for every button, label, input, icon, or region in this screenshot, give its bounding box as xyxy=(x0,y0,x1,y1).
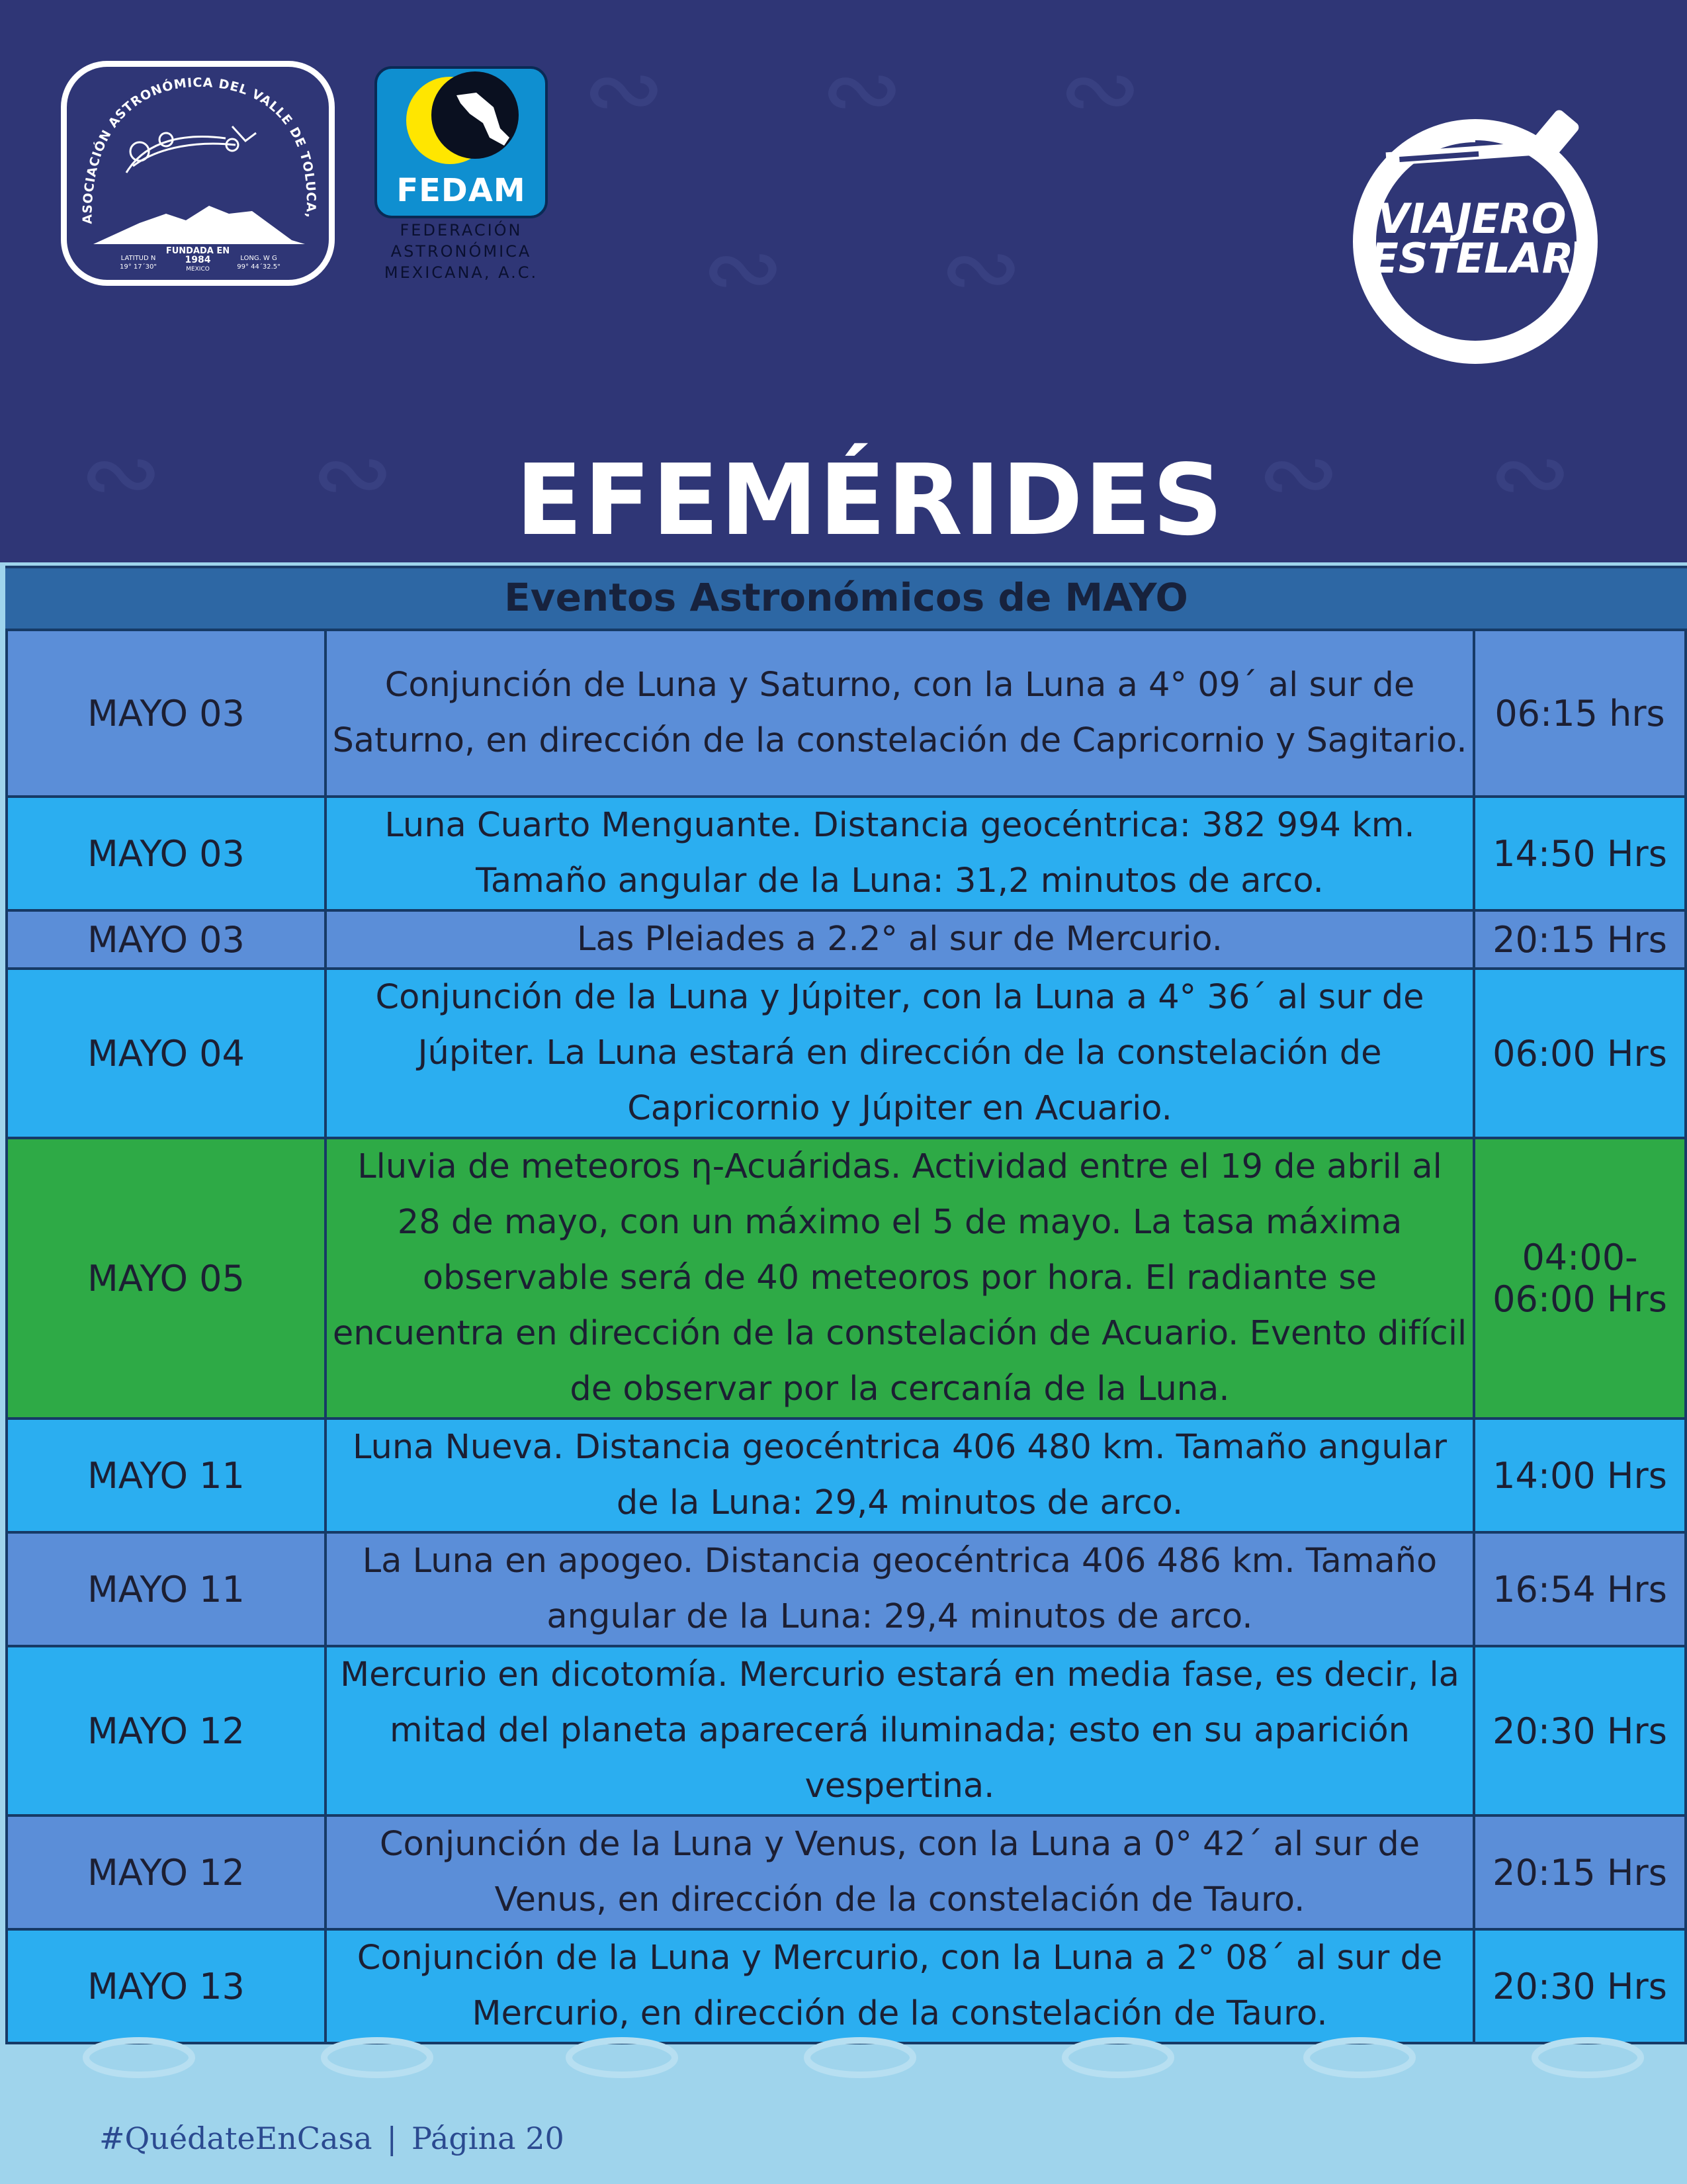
event-time: 06:00 Hrs xyxy=(1474,969,1686,1138)
ring-icon xyxy=(86,2040,192,2075)
event-date: MAYO 11 xyxy=(7,1419,325,1532)
watermark-swirl: ∾ xyxy=(1489,415,1572,531)
table-row xyxy=(7,910,1686,969)
event-date: MAYO 03 xyxy=(7,797,325,910)
event-date: MAYO 05 xyxy=(7,1138,325,1419)
watermark-swirl: ∾ xyxy=(1059,32,1142,147)
table-row xyxy=(7,1532,1686,1646)
page-header xyxy=(0,0,1687,562)
ring-icon xyxy=(807,2040,913,2075)
event-date: MAYO 12 xyxy=(7,1646,325,1815)
avt-logo xyxy=(61,61,335,286)
avt-city: MEXICO xyxy=(186,266,210,273)
event-description: Mercurio en dicotomía. Mercurio estará en media fase, es decir, la mitad del planeta aparecerá iluminada; esto en su aparición vespertina. xyxy=(325,1646,1474,1815)
event-description: Luna Nueva. Distancia geocéntrica 406 480 km. Tamaño angular de la Luna: 29,4 minutos de arco. xyxy=(325,1419,1474,1532)
event-time: 06:15 hrs xyxy=(1474,630,1686,797)
estelar-word: ESTELAR xyxy=(1370,234,1574,283)
event-time: 14:00 Hrs xyxy=(1474,1419,1686,1532)
watermark-swirl: ∾ xyxy=(311,415,394,531)
event-date: MAYO 03 xyxy=(7,630,325,797)
viajero-word: VIAJERO xyxy=(1377,195,1567,243)
event-date: MAYO 11 xyxy=(7,1532,325,1646)
footer-hashtag: #QuédateEnCasa xyxy=(99,2120,372,2156)
fedam-line-1: FEDERACIÓN xyxy=(400,221,523,240)
table-row xyxy=(7,1419,1686,1532)
event-description: Las Pleiades a 2.2° al sur de Mercurio. xyxy=(325,910,1474,969)
volcano-icon xyxy=(93,206,305,244)
event-date: MAYO 03 xyxy=(7,910,325,969)
event-time: 04:00-06:00 Hrs xyxy=(1474,1138,1686,1419)
event-time: 16:54 Hrs xyxy=(1474,1532,1686,1646)
event-description: Luna Cuarto Menguante. Distancia geocéntrica: 382 994 km. Tamaño angular de la Luna: 31,2 minutos de arco. xyxy=(325,797,1474,910)
watermark-swirl: ∾ xyxy=(582,32,666,147)
event-time: 20:15 Hrs xyxy=(1474,910,1686,969)
ring-icon xyxy=(1535,2040,1641,2075)
ring-icon xyxy=(1307,2040,1412,2075)
fedam-acronym: FEDAM xyxy=(396,172,526,209)
page-title: EFEMÉRIDES xyxy=(515,443,1225,557)
watermark-swirl: ∾ xyxy=(939,210,1023,326)
event-date: MAYO 13 xyxy=(7,1929,325,2043)
event-description: Conjunción de Luna y Saturno, con la Luna a 4° 09´ al sur de Saturno, en dirección de la constelación de Capricornio y Sagitario. xyxy=(325,630,1474,797)
event-description: Conjunción de la Luna y Venus, con la Luna a 0° 42´ al sur de Venus, en dirección de la constelación de Tauro. xyxy=(325,1815,1474,1929)
event-time: 14:50 Hrs xyxy=(1474,797,1686,910)
avt-latitude-label: LATITUD N xyxy=(120,255,156,262)
avt-emblem xyxy=(67,67,329,280)
fedam-logo xyxy=(374,66,548,218)
watermark-swirl: ∾ xyxy=(820,32,904,147)
event-date: MAYO 12 xyxy=(7,1815,325,1929)
page-footer xyxy=(99,2120,564,2156)
event-description: Conjunción de la Luna y Júpiter, con la Luna a 4° 36´ al sur de Júpiter. La Luna estará en dirección de la constelación de Capricornio y Júpiter en Acuario. xyxy=(325,969,1474,1138)
avt-arc-text: ASOCIACIÓN ASTRONÓMICA DEL VALLE DE TOLUCA, xyxy=(80,75,319,224)
watermark-swirl: ∾ xyxy=(701,210,785,326)
avt-founded-year: 1984 xyxy=(185,255,211,265)
events-table xyxy=(5,629,1687,2044)
event-date: MAYO 04 xyxy=(7,969,325,1138)
viajero-estelar-logo xyxy=(1340,99,1611,371)
ring-icon xyxy=(1065,2040,1171,2075)
event-time: 20:30 Hrs xyxy=(1474,1929,1686,2043)
avt-longitude-label: LONG. W G xyxy=(240,255,277,262)
comet-icon xyxy=(126,126,256,173)
ring-icon xyxy=(324,2040,430,2075)
avt-longitude-value: 99° 44´32.5" xyxy=(237,263,281,271)
avt-latitude-value: 19° 17´30" xyxy=(120,263,157,271)
watermark-swirl: ∾ xyxy=(1257,415,1340,531)
fedam-line-2: ASTRONÓMICA xyxy=(390,242,532,261)
table-row xyxy=(7,1138,1686,1419)
event-description: La Luna en apogeo. Distancia geocéntrica 406 486 km. Tamaño angular de la Luna: 29,4 minutos de arco. xyxy=(325,1532,1474,1646)
table-row xyxy=(7,630,1686,797)
table-row xyxy=(7,1815,1686,1929)
footer-page-number: Página 20 xyxy=(411,2120,564,2156)
table-row xyxy=(7,969,1686,1138)
footer-separator: | xyxy=(386,2120,398,2156)
table-row xyxy=(7,797,1686,910)
event-description: Conjunción de la Luna y Mercurio, con la Luna a 2° 08´ al sur de Mercurio, en dirección de la constelación de Tauro. xyxy=(325,1929,1474,2043)
event-description: Lluvia de meteoros η-Acuáridas. Actividad entre el 19 de abril al 28 de mayo, con un máximo el 5 de mayo. La tasa máxima observable será de 40 meteoros por hora. El radiante se encuentra en dirección de la constelación de Acuario. Evento difícil de observar por la cercanía de la Luna. xyxy=(325,1138,1474,1419)
ring-icon xyxy=(569,2040,675,2075)
table-row xyxy=(7,1646,1686,1815)
avt-founded-label: FUNDADA EN xyxy=(165,246,230,256)
fedam-line-3: MEXICANA, A.C. xyxy=(384,263,539,282)
watermark-swirl: ∾ xyxy=(79,415,163,531)
event-time: 20:15 Hrs xyxy=(1474,1815,1686,1929)
fedam-emblem-icon xyxy=(377,69,545,175)
event-time: 20:30 Hrs xyxy=(1474,1646,1686,1815)
table-caption: Eventos Astronómicos de MAYO xyxy=(5,566,1687,629)
decorative-rings xyxy=(0,2025,1687,2091)
